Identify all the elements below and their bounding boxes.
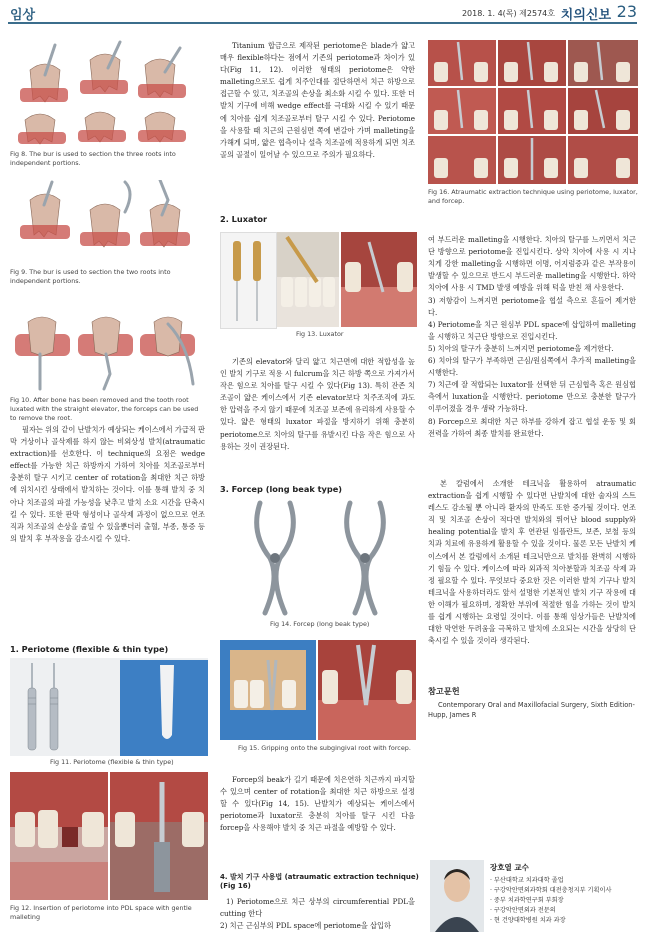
- fig9-illustration: [10, 180, 200, 260]
- issue-info: 2018. 1. 4(목) 제2574호: [461, 9, 555, 18]
- fig13-model-photo: [277, 232, 339, 327]
- fig15-photo-right: [318, 640, 416, 740]
- col2-heading-technique: 4. 발치 기구 사용법 (atraumatic extraction technique) (Fig 16): [220, 873, 419, 890]
- author-bio-item: · 부산대학교 치과대학 졸업: [490, 877, 564, 884]
- col2-paragraph-1: Titanium 합금으로 제작된 periotome은 blade가 얇고 매우 flexible하다는 점에서 기존의 periotome과 차이가 있다(Fig 11, 12). 이러한 형태의 periotome은 약한 malleting으로도 쉽게 치주인대를 절단하면서 치근 하방으로 접근할 수 있고, 치조골의 손상을 최소화 시킬 수 있다. 또한 더 발치 기구에 비해 wedge effect를 극대화 시킬 수 있기 때문에 치아를 쉽게 치조골로부터 탈구 시킬 수 있다. Periotome을 사용할 때 치근의 근원심면 쪽에 변갈아 가며 malleting을 가해게 되며, 얇은 협측이나 설측 치조골에 적용하게 되면 치조골의 골절이 일어날 수 있으므로 주의가 필요하다.: [220, 41, 415, 159]
- author-bio: [490, 876, 640, 926]
- fig10-caption: Fig 10. After bone has been removed and the tooth root luxated with the straight elevator, the forceps can be used to remove the root.: [10, 396, 199, 422]
- fig15-caption: Fig 15. Gripping onto the subgingival root with forcep.: [238, 744, 411, 752]
- fig12-caption: Fig 12. Insertion of periotome into PDL space with gentle malleting: [10, 904, 192, 921]
- col2-heading-luxator: 2. Luxator: [220, 214, 268, 224]
- col1-paragraph: 필자는 위의 같이 난발치가 예상되는 케이스에서 가급적 판막 거상이나 골삭제를 하지 않는 비외상성 발치(atraumatic extraction)를 선호한다. 이 technique의 요점은 wedge effect를 가능한 치근 하방까지 가하여 치아를 치조골로부터 충분히 탈구 시키고 center of rotation을 최대한 치근 하방에 위치시킨 상태에서 발치하는 것이다. 이를 통해 발치 중 치아나 치조골의 파절 가능성을 낮추고 발치 소요 시간을 단축시킬 수 있다. 또한 판막 형성이나 골삭제 과정이 없으므로 연조직과 치조골의 손상을 줄일 수 있을뿐더러 출혈, 부종, 통증 등의 발치 후 부작용을 감소시킬 수 있다.: [10, 425, 205, 543]
- author-photo: [430, 860, 484, 932]
- col3-paragraph-1: 여 부드러운 malleting을 시행한다. 치아의 탈구를 느끼면서 치근단 방향으로 periotome을 진입시킨다. 상악 치아에 사용 시 지나치게 강한 malleting을 시행하면 이명, 어지럼증과 같은 부작용이 발생할 수 있으므로 반드시 부드러운 malleting을 시행한다. 하악 치아에 사용 시 TMD 발생 예방을 위해 턱을 받친 채 사용한다. 3) 저항감이 느껴지면 periotome을 협설 측으로 흔들어 제거한다. 4) Periotome을 치근 원심부 PDL space에 삽입하여 malleting을 시행하고 치근단 방향으로 진입시킨다. 5) 치아의 탈구가 충분히 느껴지면 periotome을 제거한다. 6) 치아의 탈구가 부족하면 근심/원심쪽에서 추가적 malleting을 시행한다. 7) 치근에 잘 적합되는 luxator를 선택한 뒤 근심협측 혹은 원심협측에서 luxation을 시행한다. periotome 만으로 충분한 탈구가 이루어졌을 경우 생략 가능하다. 8) Forcep으로 최대한 치근 하부를 강하게 잡고 협설 운동 및 회전력을 가하여 최종 발치를 완료한다.: [428, 235, 636, 438]
- fig11-tip-photo: [120, 660, 208, 756]
- author-bio-item: · 구강악안면외과학회 대전충청지부 기획이사: [490, 887, 612, 894]
- col3-body-2: [428, 478, 636, 647]
- fig16-photo-grid: [428, 40, 638, 185]
- page-header: [8, 4, 637, 24]
- page-number: 23: [616, 2, 637, 21]
- author-bio-item: · 구강악안면외과 전문의: [490, 907, 556, 914]
- col1-heading: 1. Periotome (flexible & thin type): [10, 644, 169, 654]
- author-name: 장호열 교수: [490, 863, 529, 872]
- col3-body-1: [428, 222, 636, 452]
- fig8-illustration: [10, 40, 200, 148]
- references-body: Contemporary Oral and Maxillofacial Surgery, Sixth Edition- Hupp, James R: [428, 701, 635, 719]
- fig16-caption: Fig 16. Atraumatic extraction technique using periotome, luxator, and forcep.: [428, 188, 638, 205]
- col2-body-2: [220, 356, 415, 453]
- fig10-illustration: [10, 304, 200, 392]
- references-title: 참고문헌: [428, 686, 460, 696]
- fig12-photo-left: [10, 772, 108, 900]
- col3-paragraph-2: 본 칼럼에서 소개한 테크닉을 활용하여 atraumatic extraction을 쉽게 시행할 수 있다면 난발치에 대한 술자의 스트레스도 감소될 뿐 아니라 환자의 만족도 또한 증가될 것이다. 연조직 및 치조골 손상이 적다면 발치와의 뛰어난 blood supply와 healing potential을 발치 후 연관된 임플란트, 보존, 보철 등의 치과 치료에 유용하게 활용할 수 있을 것이다. 물론 모든 난발치 케이스에서 본 칼럼에서 소개된 테크닉만으로 발치를 완벽히 시행하기 힘들 수 있다. 케이스에 따라 외과적 치아분할과 치조골 삭제 과정 필요할 수 있다. 무엇보다 중요한 것은 이러한 발치 기구나 발치 테크닉을 사용하더라도 앞서 설명한 기본적인 발치 기구 작용에 대한 이해가 필요하며, 정확한 부위에 적절한 힘을 가하는 것이 발치를 쉽게 시행하는 요령일 것이다. 이를 통해 임상가들은 난발치에 대한 막연한 두려움을 극복하고 발치에 소요되는 시간을 상당히 단축시킬 수 있을 것이라 생각된다.: [428, 479, 636, 646]
- col2-body-4: [220, 884, 415, 944]
- col1-body: [10, 424, 205, 545]
- col2-body-1: [220, 40, 415, 161]
- col2-heading-forcep: 3. Forcep (long beak type): [220, 484, 343, 494]
- paper-name: 치의신보: [560, 8, 611, 23]
- fig14-caption: Fig 14. Forcep (long beak type): [270, 620, 370, 628]
- fig13-clinical-photo: [341, 232, 417, 327]
- fig12-photo-right: [110, 772, 208, 900]
- col2-body-3: [220, 774, 415, 834]
- col2-paragraph-4: 1) Periotome으로 치근 상부의 circumferential PDL을 cutting 한다 2) 치근 근심부의 PDL space에 periotome을 삽입하: [220, 897, 415, 931]
- fig9-caption: Fig 9. The bur is used to section the two roots into independent portions.: [10, 268, 171, 285]
- fig8-caption: Fig 8. The bur is used to section the three roots into independent portions.: [10, 150, 176, 167]
- section-label: 임상: [10, 8, 36, 23]
- fig11-caption: Fig 11. Periotome (flexible & thin type): [50, 758, 174, 766]
- fig14-forcep-illustration: [220, 498, 415, 616]
- author-bio-item: · 현 건양대학병원 치과 과장: [490, 917, 566, 924]
- col2-paragraph-3: Forcep의 beak가 길기 때문에 치은연하 치근까지 파지할 수 있으며 center of rotation을 최대한 치근 하방으로 설정할 수 있다(Fig 14, 15). 난발치가 예상되는 케이스에서 periotome과 luxator로 충분히 치아를 탈구 시킨 다음 forcep을 사용해야 발치 중 치근 파절을 예방할 수 있다.: [220, 775, 415, 833]
- fig13-luxator-photo: [220, 232, 277, 329]
- author-bio-item: · 중부 치과학연구회 부회장: [490, 897, 564, 904]
- fig15-photo-left: [220, 640, 316, 740]
- fig13-caption: Fig 13. Luxator: [296, 330, 344, 338]
- col2-paragraph-2: 기존의 elevator와 달리 얇고 치근면에 대한 적합성을 높인 발치 기구로 적용 시 fulcrum을 치근 하방 쪽으로 가져가서 작은 힘으로 치아를 탈구 시킬 수 있다(Fig 13). 특히 잔존 치조골이 얇은 케이스에서 기존 elevator보다 치주조직에 과도한 압력을 주지 않기 때문에 치조골 보존에 유리하게 사용할 수 있다. 얇은 형태의 luxator 파절을 방지하기 위해 충분히 periotome으로 치아의 탈구를 유발시킨 다음 작은 힘으로 사용하는 것이 권장된다.: [220, 357, 415, 451]
